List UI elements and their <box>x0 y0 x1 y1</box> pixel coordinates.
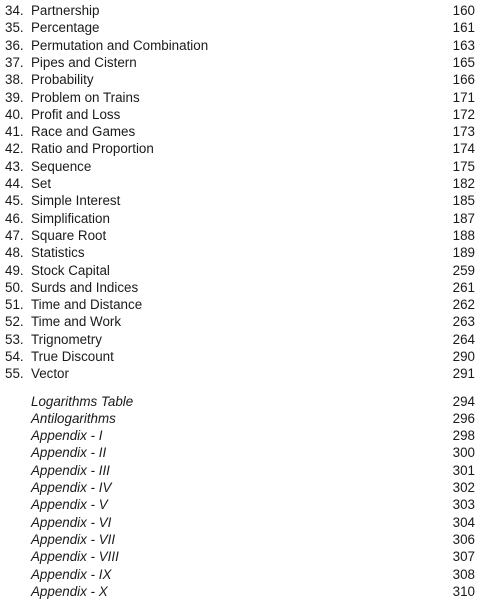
chapter-title: Surds and Indices <box>31 279 139 295</box>
page-number: 166 <box>452 72 475 88</box>
toc-appendix-row <box>0 531 480 548</box>
chapter-title: Partnership <box>31 3 100 18</box>
toc-appendix-row <box>0 496 480 513</box>
appendix-title: Appendix - IV <box>31 480 112 495</box>
chapter-number: 44. <box>5 176 24 191</box>
page-number: 264 <box>452 331 475 347</box>
page-number: 172 <box>452 106 475 122</box>
chapter-number: 38. <box>5 72 24 88</box>
page-number: 307 <box>452 549 475 565</box>
page-number: 165 <box>452 54 475 70</box>
toc-appendix-row <box>0 427 480 444</box>
toc-row <box>0 158 480 175</box>
page-number: 308 <box>452 566 475 582</box>
page-number: 182 <box>452 176 475 191</box>
chapter-title: Trignometry <box>31 331 102 347</box>
chapter-number: 40. <box>5 106 24 122</box>
chapter-number: 50. <box>5 279 24 295</box>
chapter-title: Permutation and Combination <box>31 37 209 53</box>
chapter-title: Ratio and Proportion <box>31 141 154 157</box>
chapter-number: 34. <box>5 3 24 18</box>
toc-row <box>0 19 480 36</box>
page-number: 175 <box>452 158 475 174</box>
page-number: 187 <box>452 210 475 226</box>
appendix-title: Appendix - III <box>31 462 110 478</box>
toc-row <box>0 210 480 227</box>
page-number: 171 <box>452 89 475 105</box>
chapter-title: Simplification <box>31 210 110 226</box>
toc-row <box>0 2 480 19</box>
toc-row <box>0 262 480 279</box>
toc-row <box>0 348 480 365</box>
chapter-title: Vector <box>31 366 69 382</box>
chapter-number: 48. <box>5 245 24 261</box>
toc-row <box>0 54 480 71</box>
toc-appendix-row <box>0 548 480 565</box>
toc-appendix-row <box>0 444 480 461</box>
chapter-number: 42. <box>5 141 24 157</box>
chapter-number: 49. <box>5 262 24 278</box>
toc-appendix-row <box>0 462 480 479</box>
chapter-number: 36. <box>5 37 24 53</box>
chapter-title: Stock Capital <box>31 262 110 278</box>
chapter-number: 43. <box>5 158 24 174</box>
toc-appendix-row <box>0 393 480 410</box>
toc-row <box>0 89 480 106</box>
page-number: 160 <box>452 3 475 18</box>
toc-row <box>0 175 480 192</box>
appendix-title: Logarithms Table <box>31 393 134 409</box>
chapter-number: 52. <box>5 314 24 330</box>
page-number: 259 <box>452 262 475 278</box>
toc-row <box>0 365 480 382</box>
chapter-number: 39. <box>5 89 24 105</box>
toc-appendix-row <box>0 566 480 583</box>
appendix-title: Appendix - V <box>31 497 108 513</box>
toc-appendix-row <box>0 410 480 427</box>
chapter-number: 41. <box>5 124 24 140</box>
page-number: 302 <box>452 480 475 495</box>
chapter-number: 51. <box>5 297 24 313</box>
page-number: 301 <box>452 462 475 478</box>
appendix-title: Antilogarithms <box>31 410 116 426</box>
page-number: 189 <box>452 245 475 261</box>
page-number: 262 <box>452 297 475 313</box>
chapter-number: 55. <box>5 366 24 382</box>
page-number: 174 <box>452 141 475 157</box>
page-number: 163 <box>452 37 475 53</box>
chapter-title: Simple Interest <box>31 193 121 209</box>
page-number: 298 <box>452 428 475 444</box>
toc-row <box>0 227 480 244</box>
chapter-title: Profit and Loss <box>31 106 121 122</box>
page-number: 306 <box>452 531 475 547</box>
toc-row <box>0 313 480 330</box>
toc-row <box>0 279 480 296</box>
appendix-title: Appendix - X <box>31 583 108 599</box>
page-number: 304 <box>452 514 475 530</box>
chapter-number: 53. <box>5 331 24 347</box>
appendix-title: Appendix - VIII <box>31 549 119 565</box>
chapter-title: Percentage <box>31 20 100 36</box>
toc-row <box>0 71 480 88</box>
toc-row <box>0 296 480 313</box>
chapter-title: True Discount <box>31 349 114 364</box>
chapter-title: Pipes and Cistern <box>31 54 137 70</box>
page-number: 296 <box>452 410 475 426</box>
chapter-number: 46. <box>5 210 24 226</box>
page-number: 310 <box>452 583 475 599</box>
chapter-number: 35. <box>5 20 24 36</box>
appendix-title: Appendix - VII <box>31 531 116 547</box>
toc-row <box>0 140 480 157</box>
toc-row <box>0 331 480 348</box>
page-number: 263 <box>452 314 475 330</box>
page-number: 261 <box>452 279 475 295</box>
appendix-title: Appendix - II <box>31 445 107 461</box>
page-number: 300 <box>452 445 475 461</box>
appendix-title: Appendix - VI <box>31 514 112 530</box>
toc-row <box>0 123 480 140</box>
page-number: 185 <box>452 193 475 209</box>
appendix-title: Appendix - IX <box>31 566 112 582</box>
page-number: 303 <box>452 497 475 513</box>
appendix-title: Appendix - I <box>31 428 103 444</box>
chapter-title: Problem on Trains <box>31 89 140 105</box>
chapter-title: Set <box>31 176 52 191</box>
chapter-title: Square Root <box>31 227 107 243</box>
toc-row <box>0 106 480 123</box>
toc-row <box>0 192 480 209</box>
toc-row <box>0 37 480 54</box>
page-number: 173 <box>452 124 475 140</box>
chapter-number: 54. <box>5 349 24 364</box>
toc-appendix-row <box>0 583 480 600</box>
toc-appendix-row <box>0 514 480 531</box>
chapter-title: Statistics <box>31 245 85 261</box>
chapter-title: Time and Distance <box>31 297 143 313</box>
chapter-number: 37. <box>5 54 24 70</box>
chapter-title: Sequence <box>31 158 92 174</box>
chapter-title: Race and Games <box>31 124 136 140</box>
page-number: 290 <box>452 349 475 364</box>
chapter-title: Time and Work <box>31 314 122 330</box>
page-number: 188 <box>452 227 475 243</box>
chapter-number: 45. <box>5 193 24 209</box>
page-number: 291 <box>452 366 475 382</box>
page-number: 161 <box>452 20 475 36</box>
chapter-title: Probability <box>31 72 94 88</box>
page-number: 294 <box>452 393 475 409</box>
toc-row <box>0 244 480 261</box>
chapter-number: 47. <box>5 227 24 243</box>
toc-appendix-row <box>0 479 480 496</box>
